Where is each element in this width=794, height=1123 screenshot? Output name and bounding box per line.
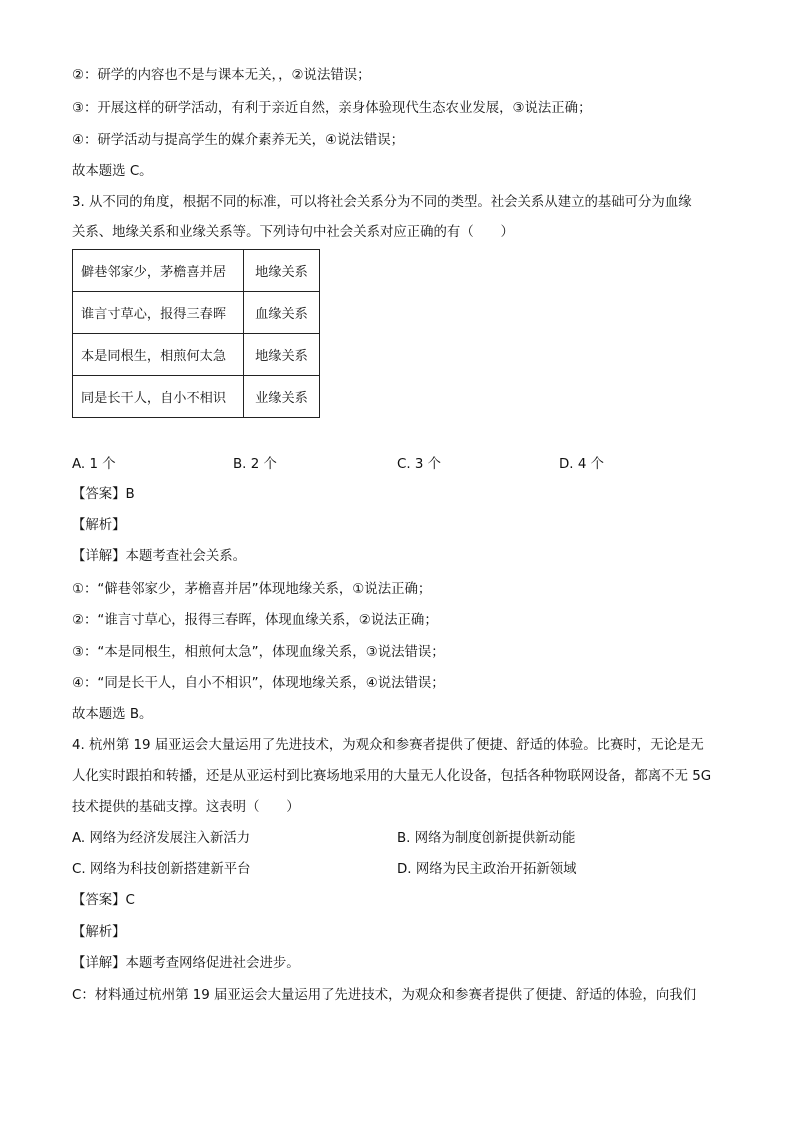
table-row [73,376,320,418]
poem-cell: 谁言寸草心，报得三春晖 [73,292,244,334]
q2-analysis-point-2: ②：研学的内容也不是与课本无关，，②说法错误； [72,68,371,83]
q3-option-c: C. 3 个 [397,457,442,472]
q3-conclusion: 故本题选 B。 [72,707,153,722]
table-row [73,250,320,292]
q3-stem-line-2: 关系、地缘关系和业缘关系等。下列诗句中社会关系对应正确的有（ ） [72,225,514,240]
q4-stem-line-2: 人化实时跟拍和转播，还是从亚运村到比赛场地采用的大量无人化设备，包括各种物联网设备，都离不无 5G [72,769,712,784]
q4-option-a: A. 网络为经济发展注入新活力 [72,831,251,846]
table-row [73,334,320,376]
q4-option-d: D. 网络为民主政治开拓新领域 [397,862,577,877]
q3-answer: 【答案】B [72,487,135,502]
q3-stem-line-1: 3. 从不同的角度，根据不同的标准，可以将社会关系分为不同的类型。社会关系从建立的基础可分为血缘 [72,195,692,210]
q2-analysis-point-4: ④：研学活动与提高学生的媒介素养无关，④说法错误； [72,133,404,148]
q3-option-b: B. 2 个 [233,457,277,472]
q3-relations-table [72,249,320,418]
q4-stem-line-1: 4. 杭州第 19 届亚运会大量运用了先进技术，为观众和参赛者提供了便捷、舒适的体验。比赛时，无论是无 [72,738,704,753]
relation-type-cell: 业缘关系 [244,376,320,418]
q4-explanation-line-1: C：材料通过杭州第 19 届亚运会大量运用了先进技术，为观众和参赛者提供了便捷、舒适的体验，向我们 [72,988,697,1003]
q2-analysis-point-3: ③：开展这样的研学活动，有利于亲近自然，亲身体验现代生态农业发展，③说法正确； [72,101,592,116]
q3-detail: 【详解】本题考查社会关系。 [72,549,247,564]
q3-point-1: ①：“僻巷邻家少，茅檐喜并居”体现地缘关系，①说法正确； [72,582,432,597]
q2-conclusion: 故本题选 C。 [72,164,153,179]
q3-point-3: ③：“本是同根生，相煎何太急”，体现血缘关系，③说法错误； [72,645,445,660]
q3-option-d: D. 4 个 [559,457,604,472]
q4-stem-line-3: 技术提供的基础支撑。这表明（ ） [72,800,300,815]
q4-detail: 【详解】本题考查网络促进社会进步。 [72,956,300,971]
q4-option-b: B. 网络为制度创新提供新动能 [397,831,576,846]
poem-cell: 本是同根生，相煎何太急 [73,334,244,376]
poem-cell: 僻巷邻家少，茅檐喜并居 [73,250,244,292]
q4-answer: 【答案】C [72,893,135,908]
poem-cell: 同是长干人，自小不相识 [73,376,244,418]
relation-type-cell: 血缘关系 [244,292,320,334]
q3-analysis-heading: 【解析】 [72,518,126,533]
q3-point-2: ②：“谁言寸草心，报得三春晖，体现血缘关系，②说法正确； [72,613,438,628]
table-row [73,292,320,334]
q3-point-4: ④：“同是长干人，自小不相识”，体现地缘关系，④说法错误； [72,676,445,691]
relation-type-cell: 地缘关系 [244,334,320,376]
relation-type-cell: 地缘关系 [244,250,320,292]
q4-option-c: C. 网络为科技创新搭建新平台 [72,862,251,877]
q4-analysis-heading: 【解析】 [72,925,126,940]
q3-option-a: A. 1 个 [72,457,116,472]
